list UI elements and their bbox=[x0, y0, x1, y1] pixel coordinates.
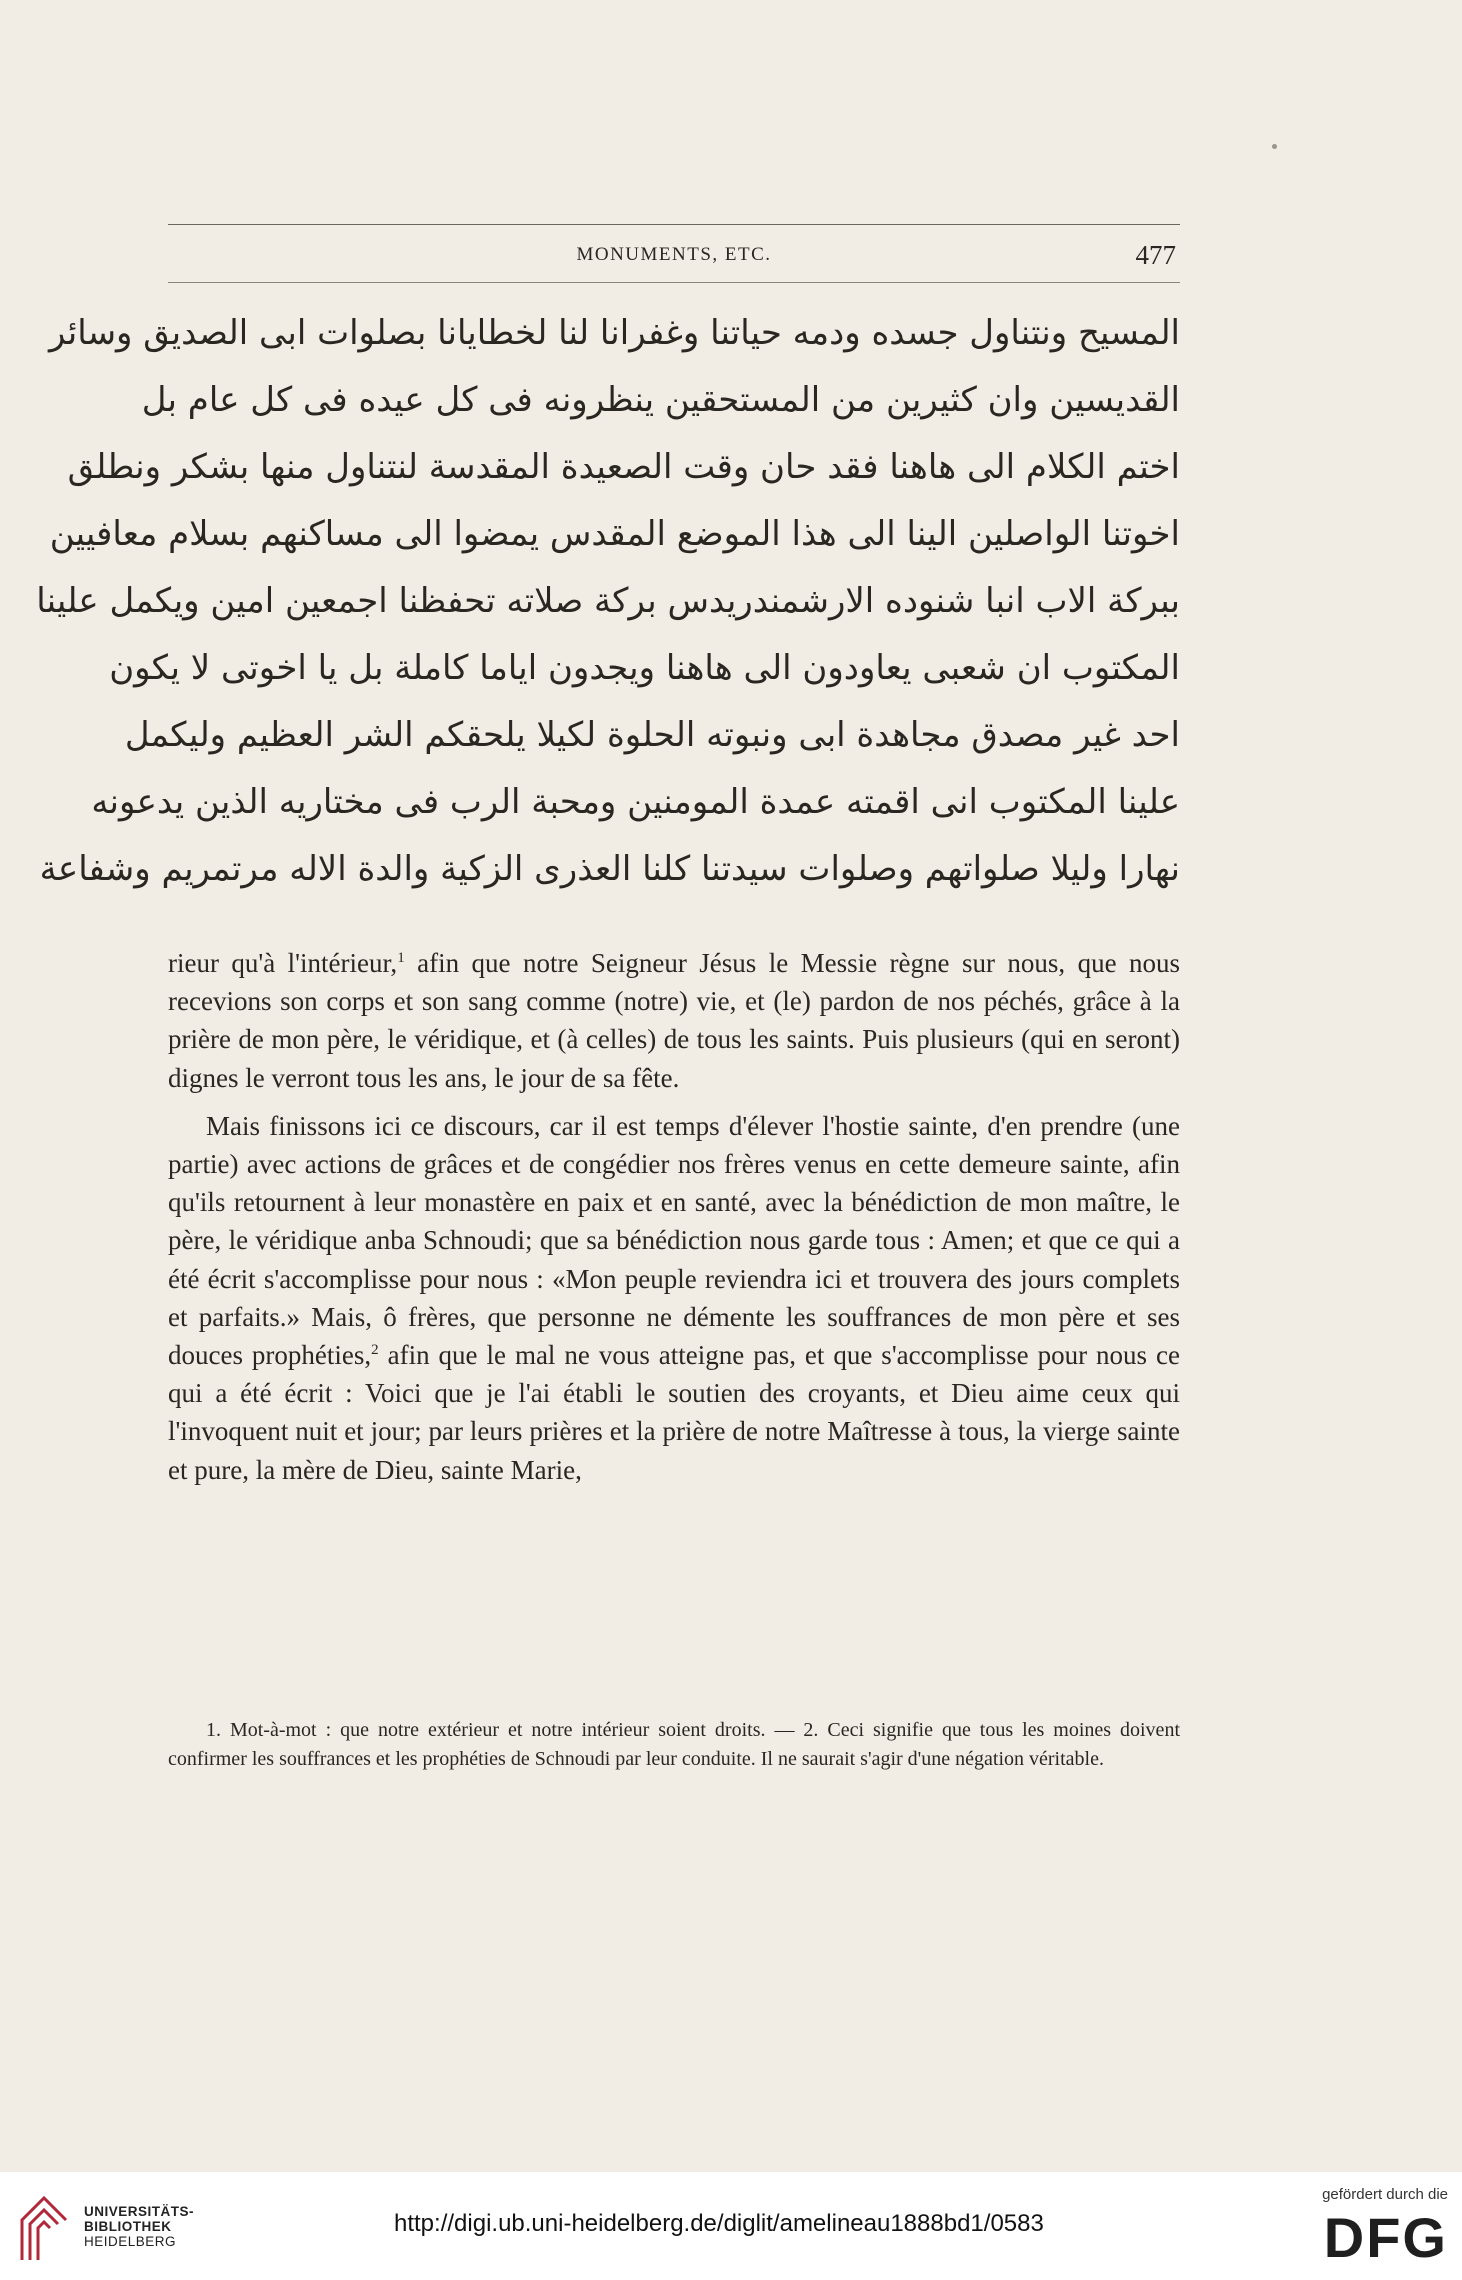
arabic-line: المكتوب ان شعبى يعاودون الى هاهنا ويجدون اياما كاملة بل يا اخوتى لا يكون bbox=[109, 648, 1180, 688]
library-name-line: UNIVERSITÄTS- bbox=[84, 2204, 195, 2219]
text-run: afin que le mal ne vous atteigne pas, et que s'accomplisse pour nous ce qui a été écrit : Voici que je l'ai établi le soutien des croyants, et Dieu aime ceux qui l'invoquent nuit et jour; par leurs prières et la prière de notre Maîtresse à tous, la vierge sainte et pure, la mère de Dieu, sainte Marie, bbox=[168, 1340, 1180, 1485]
arabic-line: نهارا وليلا صلواتهم وصلوات سيدتنا كلنا العذرى الزكية والدة الاله مرتمريم وشفاعة bbox=[39, 849, 1180, 889]
french-translation bbox=[168, 944, 1180, 1489]
header-rule bbox=[168, 224, 1180, 225]
library-name bbox=[84, 2204, 194, 2249]
text-run: rieur qu'à l'intérieur, bbox=[168, 948, 398, 978]
french-paragraph-2 bbox=[168, 1107, 1180, 1489]
text-run: afin que notre Seigneur Jésus le Messie règne sur nous, que nous recevions son corps et son sang comme (notre) vie, et (le) pardon de nos péchés, grâce à la prière de mon père, le véridique, et (à celles) de tous les saints. Puis plusieurs (qui en seront) dignes le verront tous les ans, le jour de sa fête. bbox=[168, 948, 1180, 1093]
arabic-line: احد غير مصدق مجاهدة ابى ونبوته الحلوة لكيلا يلحقكم الشر العظيم وليكمل bbox=[124, 715, 1180, 755]
arabic-line: اختم الكلام الى هاهنا فقد حان وقت الصعيدة المقدسة لنتناول منها بشكر ونطلق bbox=[67, 447, 1180, 487]
arabic-line: القديسين وان كثيرين من المستحقين ينظرونه فى كل عيده فى كل عام بل bbox=[141, 380, 1180, 420]
running-title: MONUMENTS, ETC. bbox=[576, 244, 772, 265]
funding-label: gefördert durch die bbox=[1322, 2186, 1448, 2203]
page-number: 477 bbox=[1135, 240, 1176, 270]
arabic-line: علينا المكتوب انى اقمته عمدة المومنين ومحبة الرب فى مختاريه الذين يدعونه bbox=[91, 782, 1180, 822]
paper-speck bbox=[1272, 144, 1277, 149]
arabic-line: ببركة الاب انبا شنوده الارشمندريدس بركة صلاته تحفظنا اجمعين امين ويكمل علينا bbox=[36, 581, 1180, 621]
arabic-text-block bbox=[36, 300, 1180, 903]
dfg-logo: DFG bbox=[1323, 2206, 1448, 2269]
footnote-ref-1: 1 bbox=[397, 950, 405, 966]
footnotes bbox=[168, 1716, 1180, 1774]
footnote-text: 1. Mot-à-mot : que notre extérieur et notre intérieur soient droits. — 2. Ceci signifie que tous les moines doivent confirmer les souffrances et les prophéties de Schnoudi par leur conduite. Il ne saurait s'agir d'une négation véritable. bbox=[168, 1719, 1180, 1770]
arabic-line: اخوتنا الواصلين الينا الى هذا الموضع المقدس يمضوا الى مساكنهم بسلام معافيين bbox=[49, 514, 1180, 554]
running-head bbox=[168, 236, 1180, 276]
header-underline bbox=[168, 282, 1180, 283]
source-url-link[interactable]: http://digi.ub.uni-heidelberg.de/diglit/amelineau1888bd1/0583 bbox=[394, 2210, 1044, 2237]
digitization-footer bbox=[0, 2172, 1462, 2280]
footnote-ref-2: 2 bbox=[371, 1342, 379, 1359]
french-paragraph-1 bbox=[168, 944, 1180, 1097]
library-name-line: HEIDELBERG bbox=[84, 2234, 177, 2249]
text-run: Mais finissons ici ce discours, car il est temps d'élever l'hostie sainte, d'en prendre (une partie) avec actions de grâces et de congédier nos frères venus en cette demeure sainte, afin qu'ils retournent à leur monastère en paix et en santé, avec la bénédiction de mon maître, le père, le véridique anba Schnoudi; que sa bénédiction nous garde tous : Amen; et que ce qui a été écrit s'accomplisse pour nous : «Mon peuple reviendra ici et trouvera des jours complets et parfaits.» Mais, ô frères, que personne ne démente les souffrances de mon père et ses douces prophéties, bbox=[168, 1110, 1180, 1371]
university-library-logo-icon bbox=[14, 2190, 74, 2262]
arabic-line: المسيح ونتناول جسده ودمه حياتنا وغفرانا لنا لخطايانا بصلوات ابى الصديق وسائر bbox=[48, 313, 1180, 353]
library-name-line: BIBLIOTHEK bbox=[84, 2219, 172, 2234]
